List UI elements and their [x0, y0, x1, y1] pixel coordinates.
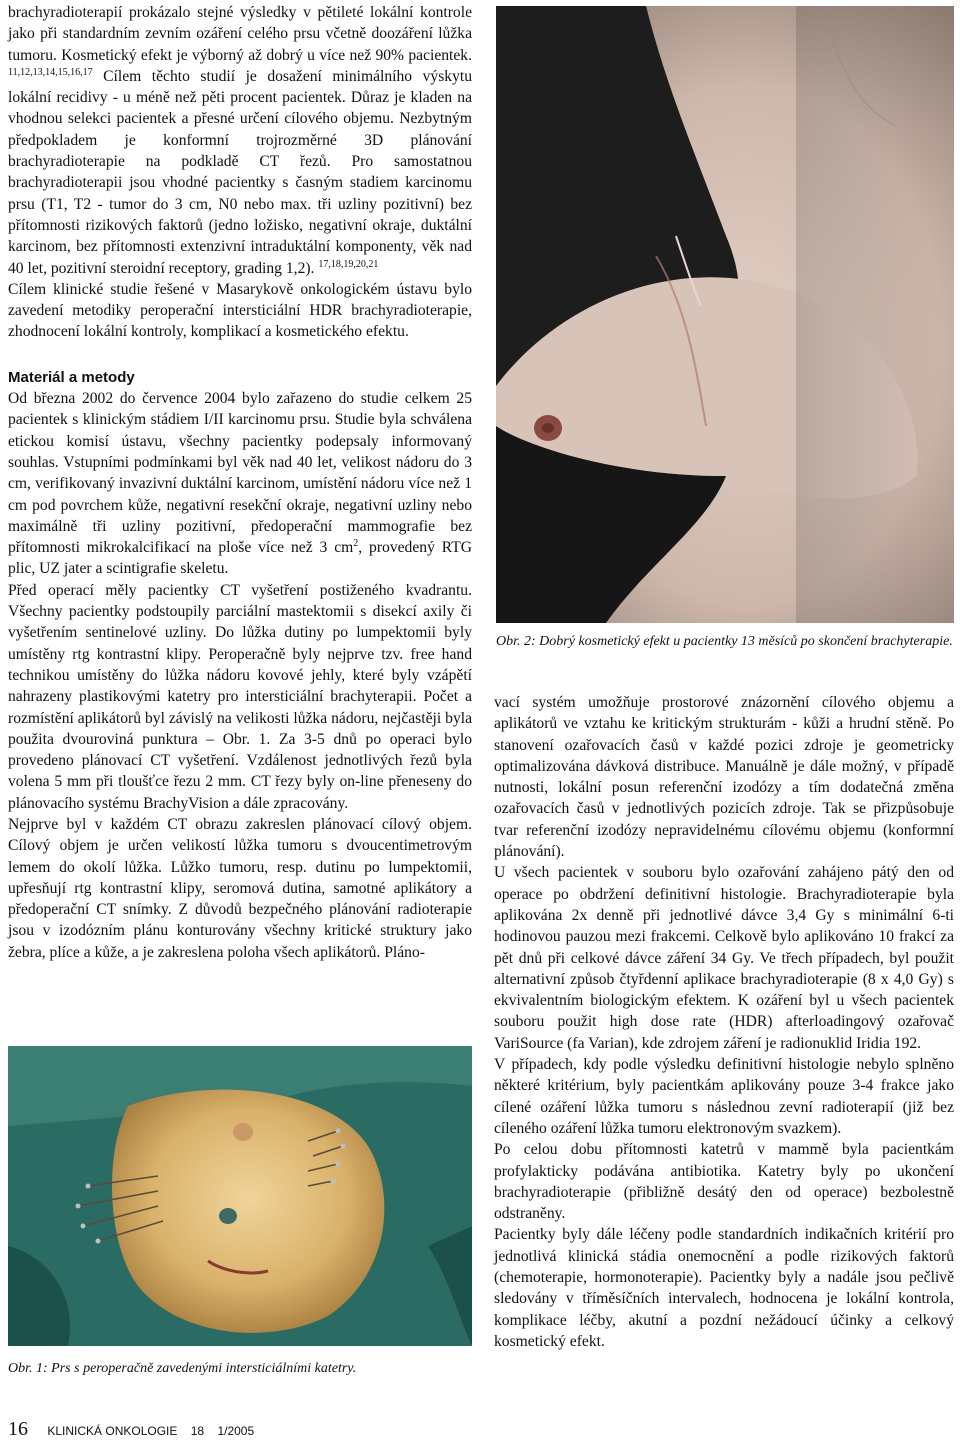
- figure-1-photo: [8, 1046, 472, 1346]
- left-text-column: [8, 2, 472, 963]
- journal-issue: 1/2005: [217, 1424, 255, 1438]
- methods-paragraph: Od března 2002 do července 2004 bylo zařazeno do studie celkem 25 pacientek s klinickým stádiem I/II karcinomu prsu. Studie byla schválena etickou komisí ústavu, všechny pacientky podepsaly informovaný souhlas. Vstupními podmínkami byl věk nad 40 let, velikost nádoru do 3 cm, verifikovaný invazivní duktální karcinom, umístění nádoru více než 1 cm pod povrchem kůže, negativní resekční okraje, negativní uzliny nebo maximálně tři uzliny pozitivní, předoperační mammografie bez přítomnosti mikrokalcifikací na ploše více než 3 $cm^2$, provedený RTG plic, UZ jater a scintigrafie skeletu.: [8, 390, 473, 578]
- figure-2-caption: Obr. 2: Dobrý kosmetický efekt u pacientky 13 měsíců po skončení brachyterapie.: [496, 634, 953, 649]
- journal-volume: 18: [190, 1424, 205, 1438]
- paragraph: Po celou dobu přítomnosti katetrů v mammě byla pacientkám profylakticky podávána antibiotika. Katetry byly po ukončení brachyradioterapie (přibližně desátý den od operace) bezbolestně odstraněny.: [494, 1141, 954, 1223]
- aim-paragraph: Cílem klinické studie řešené v Masarykově onkologickém ústavu bylo zavedení metodiky peroperační intersticiální HDR brachyradioterapie, zhodnocení lokální kontroly, komplikací a kosmetického efektu.: [8, 280, 472, 341]
- methods-paragraph: Nejprve byl v každém CT obrazu zakreslen plánovací cílový objem. Cílový objem je určen velikostí lůžka tumoru s dvoucentimetrovým lemem do okolí lůžka. Lůžko tumoru, resp. dutinu po lumpektomii, upřesňují rtg kontrastní klipy, seromová dutina, samotné aplikátory a předoperační CT snímky. Z důvodů bezpečného plánování radioterapie jsou v izodózním plánu konturovány všechny kritické struktury jako žebra, plíce a kůže, a je zakreslena poloha všech aplikátorů. Pláno-: [8, 815, 472, 961]
- journal-name: KLINICKÁ ONKOLOGIE: [47, 1424, 178, 1438]
- paragraph: U všech pacientek v souboru bylo ozařování zahájeno pátý den od operace po obdržení definitivní histologie. Brachyradioterapie byla aplikována 2x denně při jednotlivé dávce 3,4 Gy s minimální 6-ti hodinovou pauzou mezi frakcemi. Celkově bylo aplikováno 10 frakcí za pět dnů při celkové dávce záření 34 Gy. Ve třech případech, byl použit alternativní způsob čtyřdenní aplikace brachyradioterapie (8 x 4,0 Gy) s ekvivalentním biologickým efektem. K ozáření byl u všech pacientek souboru použit high dose rate (HDR) afterloadingový ozařovač VariSource (fa Varian), kde zdrojem záření je radionuklid Iridia 192.: [494, 864, 954, 1052]
- surgery-photo-image: [8, 1046, 472, 1346]
- figure-2-photo: [496, 6, 954, 623]
- superscript: 2: [353, 538, 359, 550]
- citation-refs: 17,18,19,20,21: [318, 258, 379, 270]
- paragraph: V případech, kdy podle výsledku definitivní histologie nebylo splněno některé kritérium, byly pacientkám aplikovány pouze 3-4 frakce jako cílené ozáření lůžka tumoru s následnou zevní radioterapií (již bez cíleného ozáření lůžka tumoru elektronovým svazkem).: [494, 1056, 954, 1137]
- methods-paragraph: Před operací měly pacientky CT vyšetření postiženého kvadrantu. Všechny pacientky podstoupily parciální mastektomii s disekcí axily či vyšetřením sentinelové uzliny. Do lůžka dutiny po lumpektomii byly umístěny rtg kontrastní klipy. Peroperačně byly nejprve tzv. free hand technikou umístěny do lůžka nádoru kovové jehly, které byly vzápětí nahrazeny plastikovými katetry pro intersticiální brachyterapii. Počet a rozmístění aplikátorů byl závislý na velikosti lůžka nádoru, nejčastěji byla použita dvouroviná punktura – Obr. 1. Za 3-5 dnů po operaci bylo provedeno plánovací CT vyšetření. Vzdálenost jednotlivých řezů byla volena 5 mm při tloušťce řezu 2 mm. CT řezy byly on-line přeneseny do plánovacího systému BrachyVision a dále zpracovány.: [8, 581, 472, 812]
- paragraph: vací systém umožňuje prostorové znázornění cílového objemu a aplikátorů ve vztahu ke kritickým strukturám - kůži a hrudní stěně. Po stanovení ozařovacích časů v každé pozici zdroje je geometricky optimalizována dávková distribuce. Manuálně je dále možný, v případě nutnosti, lokální posun referenční izodózy a tím dodatečná změna ozařovacích časů v jednotlivých pozicích zdroje. Tak se přizpůsobuje tvar referenční izodózy nepravidelnému cílovému objemu (konformní plánování).: [494, 694, 954, 861]
- page-number: 16: [8, 1418, 28, 1440]
- breast-photo-image: [496, 6, 954, 623]
- page-footer: [8, 1418, 264, 1441]
- paragraph: Pacientky byly dále léčeny podle standardních indikačních kritérií pro jednotlivá klinická stádia onemocnění a podle rizikových faktorů (chemoterapie, hormonoterapie). Pacientky byly a nadále jsou pečlivě sledovány v tříměsíčních intervalech, hodnocena je lokální kontrola, komplikace léčby, akutní a pozdní nežádoucí účinky a celkový kosmetický efekt.: [494, 1226, 954, 1350]
- right-text-column: [494, 692, 954, 1352]
- intro-paragraph: brachyradioterapií prokázalo stejné výsledky v pětileté lokální kontrole jako při standardním zevním ozáření celého prsu včetně doozáření lůžka tumoru. Kosmetický efekt je výborný až dobrý u více než 90% pacientek. $^{11,12,13,14,15,16,17}$ Cílem těchto studií je dosažení minimálního výskytu lokální recidivy - u méně než pěti procent pacientek. Důraz je kladen na vhodnou selekci pacientek a přesné určení cílového objemu. Nezbytným předpokladem je konformní trojrozměrné 3D plánování brachyradioterapie na podkladě CT řezů. Pro samostatnou brachyradioterapii jsou vhodné pacientky s časným stadiem karcinomu prsu (T1, T2 - tumor do 3 cm, N0 nebo max. tři uzliny pozitivní) bez přítomnosti rizikových faktorů (jedno ložisko, negativní okraje, duktální karcinom, bez přítomnosti extenzivní intraduktální komponenty, věk nad 40 let, pozitivní steroidní receptory, grading 1,2). $^{17,18,19,20,21}$: [8, 4, 472, 277]
- figure-1-caption: Obr. 1: Prs s peroperačně zavedenými intersticiálními katetry.: [8, 1361, 357, 1376]
- citation-refs: 11,12,13,14,15,16,17: [8, 66, 93, 78]
- section-heading-methods: Materiál a metody: [8, 368, 135, 386]
